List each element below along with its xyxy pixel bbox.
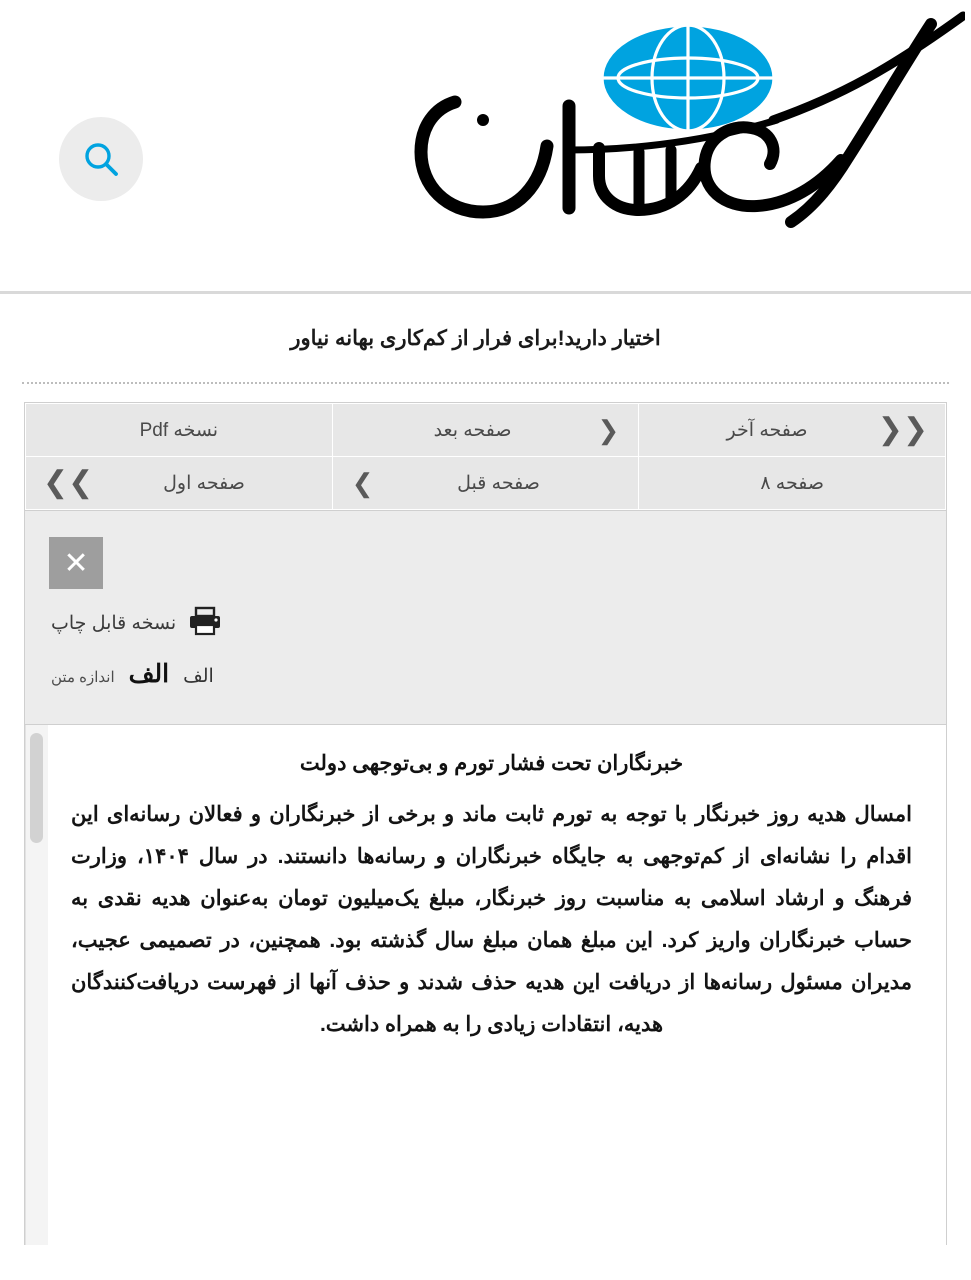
last-page-label: صفحه آخر	[726, 419, 808, 441]
font-size-decrease-button[interactable]: الف	[183, 666, 214, 687]
table-row	[26, 404, 946, 457]
pdf-version-button[interactable]	[26, 404, 333, 457]
pdf-version-label: نسخه Pdf	[139, 419, 219, 441]
printer-icon	[188, 606, 222, 641]
printable-version-label: نسخه قابل چاپ	[51, 613, 177, 634]
next-page-label: صفحه بعد	[433, 419, 512, 441]
table-row	[26, 457, 946, 510]
scrollbar-thumb[interactable]	[30, 733, 43, 843]
last-page-button[interactable]	[639, 404, 946, 457]
site-logo[interactable]	[371, 0, 971, 250]
kayhan-wordmark	[371, 10, 965, 240]
current-page-label: صفحه ۸	[760, 472, 825, 494]
font-size-increase-button[interactable]: الف	[128, 660, 170, 688]
close-icon: ✕	[63, 546, 89, 580]
chevron-right-icon: ❮	[597, 415, 620, 445]
site-header	[0, 0, 971, 294]
article-paragraph: امسال هدیه روز خبرنگار با توجه به تورم ثابت ماند و برخی از خبرنگاران و فعالان رسانه‌ای این اقدام را نشانه‌ای از کم‌توجهی به جایگاه خبرنگاران و رسانه‌ها دانستند. در سال ۱۴۰۴، وزارت فرهنگ و ارشاد اسلامی به مناسبت روز خبرنگار، مبلغ یک‌میلیون تومان به‌عنوان هدیه نقدی به حساب خبرنگاران واریز کرد. این مبلغ همان مبلغ سال گذشته بود. همچنین، در تصمیمی عجیب، مدیران مسئول رسانه‌ها از دریافت این هدیه حذف شدند و حذف آنها از فهرست دریافت‌کنندگان هدیه، انتقادات زیادی را به همراه داشت.	[71, 803, 913, 1036]
printable-version-button[interactable]	[51, 606, 222, 641]
double-chevron-right-icon: ❮❮	[877, 413, 928, 446]
article-tools-panel	[24, 511, 947, 725]
previous-page-button[interactable]	[332, 457, 639, 510]
font-size-label: اندازه متن	[51, 669, 115, 686]
page-navigation	[24, 402, 947, 511]
chevron-left-icon: ❯	[351, 468, 374, 498]
headline-text[interactable]: اختیار دارید!برای فرار از کم‌کاری بهانه نیاور	[290, 326, 661, 350]
article-body	[24, 725, 947, 1245]
first-page-button[interactable]	[26, 457, 333, 510]
next-page-button[interactable]	[332, 404, 639, 457]
current-page-indicator[interactable]	[639, 457, 946, 510]
font-size-controls	[51, 659, 214, 689]
double-chevron-left-icon: ❯❯	[43, 466, 94, 499]
search-icon	[79, 137, 123, 181]
close-button[interactable]	[49, 537, 103, 589]
first-page-label: صفحه اول	[163, 472, 245, 494]
previous-page-label: صفحه قبل	[457, 472, 540, 494]
article-scrollbar[interactable]	[25, 725, 48, 1245]
article-title: خبرنگاران تحت فشار تورم و بی‌توجهی دولت	[299, 752, 684, 775]
divider	[22, 382, 949, 384]
ticker-headline-bar	[0, 294, 971, 382]
search-button[interactable]	[59, 117, 143, 201]
